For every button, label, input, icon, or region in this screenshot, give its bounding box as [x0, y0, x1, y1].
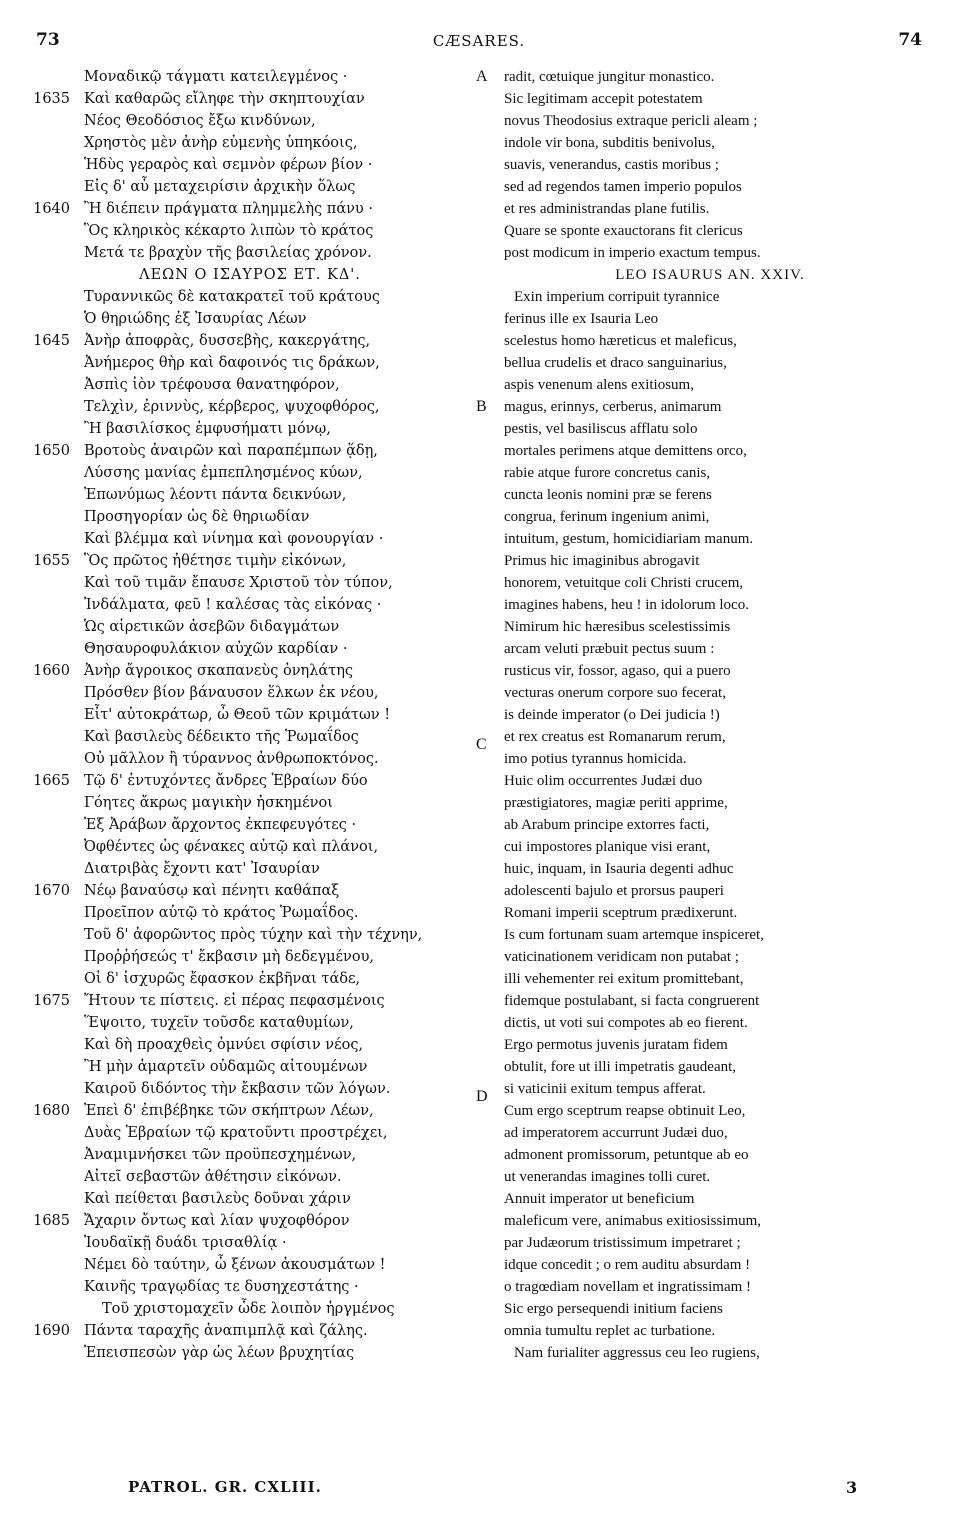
verse-number: 1690	[33, 1323, 70, 1339]
line-text: Ἐπεὶ δ' ἐπιβέβηκε τῶν σκήπτρων Λέων,	[84, 1103, 374, 1119]
greek-verse-line	[30, 1012, 470, 1034]
line-text: honorem, vetuitque coli Christi crucem,	[504, 575, 744, 591]
line-text: Ἀνὴρ ἀποφρὰς, δυσσεβὴς, κακεργάτης,	[84, 333, 371, 349]
greek-verse-line	[30, 968, 470, 990]
greek-verse-line	[30, 528, 470, 550]
line-text: Καὶ βασιλεὺς δέδεικτο τῆς Ῥωμαΐδος	[84, 729, 359, 745]
latin-verse-line	[490, 154, 930, 176]
greek-verse-line	[30, 1166, 470, 1188]
line-text: Καὶ πείθεται βασιλεὺς δοῦναι χάριν	[84, 1191, 351, 1207]
greek-verse-line	[30, 308, 470, 330]
line-text: Οἱ δ' ἰσχυρῶς ἔφασκον ἐκβῆναι τάδε,	[84, 971, 361, 987]
line-text: cuncta leonis nomini præ se ferens	[504, 487, 712, 503]
greek-verse-line	[30, 1342, 470, 1364]
line-text: magus, erinnys, cerberus, animarum	[504, 399, 722, 415]
line-text: præstigiatores, magiæ periti apprime,	[504, 795, 728, 811]
verse-number: 1675	[33, 993, 70, 1009]
greek-verse-line	[30, 88, 470, 110]
latin-verse-line	[490, 946, 930, 968]
page-header	[0, 30, 958, 60]
line-text: mortales perimens atque demittens orco,	[504, 443, 747, 459]
latin-verse-line	[490, 1298, 930, 1320]
latin-verse-line	[490, 902, 930, 924]
margin-letter: D	[476, 1088, 488, 1105]
line-text: Ἐπεισπεσὼν γὰρ ὡς λέων βρυχητίας	[84, 1345, 355, 1361]
greek-verse-line	[30, 66, 470, 88]
line-text: Τελχὶν, ἐριννὺς, κέρβερος, ψυχοφθόρος,	[84, 399, 380, 415]
line-text: Ἢ μὴν ἁμαρτεῖν οὐδαμῶς αἰτουμένων	[84, 1059, 368, 1075]
latin-verse-line	[476, 66, 930, 88]
line-text: Γόητες ἄκρως μαγικὴν ἠσκημένοι	[84, 795, 333, 811]
greek-verse-line	[30, 440, 470, 462]
greek-verse-line	[30, 1254, 470, 1276]
latin-verse-line	[490, 836, 930, 858]
line-text: radit, cœtuique jungitur monastico.	[504, 69, 715, 85]
line-text: Εἶτ' αὐτοκράτωρ, ὦ Θεοῦ τῶν κριμάτων !	[84, 707, 391, 723]
latin-verse-line	[490, 1342, 930, 1364]
latin-verse-line	[490, 506, 930, 528]
line-text: LEO ISAURUS AN. XXIV.	[615, 267, 805, 283]
greek-verse-line	[30, 1034, 470, 1056]
latin-verse-line	[490, 1034, 930, 1056]
line-text: Προεῖπον αὐτῷ τὸ κράτος Ῥωμαΐδος.	[84, 905, 359, 921]
line-text: cui impostores planique visi erant,	[504, 839, 711, 855]
line-text: novus Theodosius extraque pericli aleam ;	[504, 113, 758, 129]
line-text: Εἰς δ' αὖ μεταχειρίσιν ἀρχικὴν ὅλως	[84, 179, 356, 195]
latin-verse-line	[490, 704, 930, 726]
latin-verse-line	[490, 616, 930, 638]
line-text: Quare se sponte exauctorans fit clericus	[504, 223, 743, 239]
latin-verse-line	[490, 440, 930, 462]
verse-number: 1685	[33, 1213, 70, 1229]
verse-number: 1635	[33, 91, 70, 107]
line-text: Ἀναμιμνήσκει τῶν προϋπεσχημένων,	[84, 1147, 357, 1163]
latin-verse-line	[490, 484, 930, 506]
line-text: aspis venenum alens exitiosum,	[504, 377, 694, 393]
latin-verse-line	[490, 1100, 930, 1122]
line-text: Romani imperii sceptrum prædixerunt.	[504, 905, 738, 921]
verse-number: 1640	[33, 201, 70, 217]
line-text: scelestus homo hæreticus et maleficus,	[504, 333, 737, 349]
line-text: vaticinationem veridicam non putabat ;	[504, 949, 739, 965]
greek-verse-line	[30, 880, 470, 902]
greek-verse-line	[30, 1056, 470, 1078]
line-text: Ἕψοιτο, τυχεῖν τοῦσδε καταθυμίων,	[84, 1015, 354, 1031]
latin-verse-line	[476, 1078, 930, 1105]
greek-column	[30, 66, 470, 1364]
line-text: si vaticinii exitum tempus afferat.	[504, 1081, 706, 1097]
greek-verse-line	[30, 374, 470, 396]
latin-verse-line	[490, 550, 930, 572]
greek-verse-line	[30, 902, 470, 924]
line-text: Sic legitimam accepit potestatem	[504, 91, 703, 107]
greek-verse-line	[30, 220, 470, 242]
line-text: maleficum vere, animabus exitiosissimum,	[504, 1213, 762, 1229]
latin-verse-line	[490, 176, 930, 198]
line-text: ferinus ille ex Isauria Leo	[504, 311, 659, 327]
greek-verse-line	[30, 1298, 470, 1320]
latin-verse-line	[490, 1122, 930, 1144]
line-text: Τοῦ δ' ἀφορῶντος πρὸς τύχην καὶ τὴν τέχνην,	[84, 927, 423, 943]
latin-verse-line	[490, 682, 930, 704]
latin-verse-line	[490, 198, 930, 220]
line-text: Οὐ μᾶλλον ἢ τύραννος ἀνθρωποκτόνος.	[84, 751, 379, 767]
line-text: Cum ergo sceptrum reapse obtinuit Leo,	[504, 1103, 746, 1119]
greek-verse-line	[30, 110, 470, 132]
line-text: par Judæorum tristissimum impetraret ;	[504, 1235, 741, 1251]
line-text: Διατριβὰς ἔχοντι κατ' Ἰσαυρίαν	[84, 861, 320, 877]
line-text: admonent promissorum, petuntque ab eo	[504, 1147, 749, 1163]
latin-verse-line	[490, 330, 930, 352]
line-text: ΛΕΩΝ Ο ΙΣΑΥΡΟΣ ΕΤ. ΚΔ'.	[139, 267, 361, 283]
line-text: omnia tumultu replet ac turbatione.	[504, 1323, 716, 1339]
greek-verse-line	[30, 638, 470, 660]
line-text: Προῤῥήσεώς τ' ἔκβασιν μὴ δεδεγμένου,	[84, 949, 375, 965]
line-text: Ἰουδαϊκῇ δυάδι τρισαθλίᾳ ·	[84, 1235, 287, 1251]
line-text: intuitum, gestum, homicidiariam manum.	[504, 531, 754, 547]
line-text: bellua crudelis et draco sanguinarius,	[504, 355, 727, 371]
line-text: Nam furialiter aggressus ceu leo rugiens,	[514, 1345, 760, 1361]
greek-verse-line	[30, 462, 470, 484]
line-text: et res administrandas plane futilis.	[504, 201, 710, 217]
line-text: pestis, vel basiliscus afflatu solo	[504, 421, 698, 437]
line-text: Χρηστὸς μὲν ἀνὴρ εὐμενὴς ὑπηκόοις,	[84, 135, 358, 151]
line-text: suavis, venerandus, castis moribus ;	[504, 157, 719, 173]
line-text: Nimirum hic hæresibus scelestissimis	[504, 619, 731, 635]
latin-section-heading	[490, 264, 930, 286]
line-text: Ἀσπὶς ἰὸν τρέφουσα θανατηφόρον,	[84, 377, 340, 393]
verse-number: 1680	[33, 1103, 70, 1119]
line-text: adolescenti bajulo et prorsus pauperi	[504, 883, 724, 899]
line-text: Νέῳ βαναύσῳ καὶ πένητι καθάπαξ	[84, 883, 340, 899]
latin-verse-line	[490, 1232, 930, 1254]
line-text: Ἤτουν τε πίστεις. εἰ πέρας πεφασμένοις	[84, 993, 385, 1009]
line-text: Προσηγορίαν ὡς δὲ θηριωδίαν	[84, 509, 310, 525]
greek-verse-line	[30, 396, 470, 418]
latin-verse-line	[490, 462, 930, 484]
greek-verse-line	[30, 682, 470, 704]
latin-verse-line	[490, 286, 930, 308]
greek-verse-line	[30, 1232, 470, 1254]
line-text: Ὀφθέντες ὡς φένακες αὐτῷ καὶ πλάνοι,	[84, 839, 379, 855]
latin-verse-line	[490, 1144, 930, 1166]
line-text: Ἐξ Ἀράβων ἄρχοντος ἐκπεφευγότες ·	[84, 817, 357, 833]
latin-verse-line	[490, 990, 930, 1012]
latin-verse-line	[490, 638, 930, 660]
greek-verse-line	[30, 990, 470, 1012]
line-text: ut venerandas imagines tolli curet.	[504, 1169, 711, 1185]
line-text: Καὶ καθαρῶς εἴληφε τὴν σκηπτουχίαν	[84, 91, 365, 107]
latin-verse-line	[490, 88, 930, 110]
latin-verse-line	[490, 594, 930, 616]
line-text: vecturas onerum corpore suo fecerat,	[504, 685, 726, 701]
line-text: o tragœdiam novellam et ingratissimam !	[504, 1279, 752, 1295]
latin-column	[476, 66, 930, 1364]
greek-verse-line	[30, 704, 470, 726]
verse-number: 1645	[33, 333, 70, 349]
greek-verse-line	[30, 858, 470, 880]
line-text: Ὃς κληρικὸς κέκαρτο λιπὼν τὸ κράτος	[84, 223, 374, 239]
line-text: Τοῦ χριστομαχεῖν ὧδε λοιπὸν ἠργμένος	[102, 1301, 395, 1317]
latin-verse-line	[490, 770, 930, 792]
greek-verse-line	[30, 1188, 470, 1210]
line-text: Is cum fortunam suam artemque inspiceret,	[504, 927, 764, 943]
line-text: post modicum in imperio exactum tempus.	[504, 245, 761, 261]
latin-verse-line	[490, 924, 930, 946]
latin-verse-line	[490, 858, 930, 880]
greek-verse-line	[30, 1122, 470, 1144]
line-text: Primus hic imaginibus abrogavit	[504, 553, 700, 569]
greek-verse-line	[30, 814, 470, 836]
latin-verse-line	[490, 572, 930, 594]
greek-verse-line	[30, 924, 470, 946]
greek-verse-line	[30, 770, 470, 792]
line-text: arcam veluti præbuit pectus suum :	[504, 641, 715, 657]
line-text: Νέμει δὸ ταύτην, ὦ ξένων ἀκουσμάτων !	[84, 1257, 386, 1273]
greek-verse-line	[30, 748, 470, 770]
verse-number: 1650	[33, 443, 70, 459]
line-text: Πρόσθεν βίον βάναυσον ἕλκων ἐκ νέου,	[84, 685, 379, 701]
latin-verse-line	[490, 660, 930, 682]
greek-verse-line	[30, 1144, 470, 1166]
line-text: sed ad regendos tamen imperio populos	[504, 179, 742, 195]
line-text: obtulit, fore ut illi impetratis gaudeant,	[504, 1059, 737, 1075]
greek-verse-line	[30, 1320, 470, 1342]
verse-number: 1660	[33, 663, 70, 679]
line-text: Ergo permotus juvenis juratam fidem	[504, 1037, 728, 1053]
verse-number: 1655	[33, 553, 70, 569]
line-text: dictis, ut voti sui compotes ab eo fierent.	[504, 1015, 748, 1031]
line-text: Ὡς αἱρετικῶν ἀσεβῶν διδαγμάτων	[84, 619, 340, 635]
greek-verse-line	[30, 946, 470, 968]
line-text: Ὁ θηριώδης ἐξ Ἰσαυρίας Λέων	[84, 311, 307, 327]
greek-verse-line	[30, 1210, 470, 1232]
line-text: Καὶ τοῦ τιμᾶν ἔπαυσε Χριστοῦ τὸν τύπον,	[84, 575, 393, 591]
line-text: Θησαυροφυλάκιον αὐχῶν καρδίαν ·	[84, 641, 348, 657]
latin-verse-line	[490, 1210, 930, 1232]
margin-letter: B	[476, 398, 487, 415]
latin-verse-line	[490, 1012, 930, 1034]
margin-letter: C	[476, 736, 487, 753]
line-text: Πάντα ταραχῆς ἀναπιμπλᾷ καὶ ζάλης.	[84, 1323, 368, 1339]
greek-verse-line	[30, 594, 470, 616]
line-text: idque concedit ; o rem auditu absurdam !	[504, 1257, 751, 1273]
latin-verse-line	[490, 748, 930, 770]
line-text: indole vir bona, subditis benivolus,	[504, 135, 715, 151]
greek-verse-line	[30, 660, 470, 682]
line-text: Ἡδὺς γεραρὸς καὶ σεμνὸν φέρων βίον ·	[84, 157, 373, 173]
latin-verse-line	[490, 792, 930, 814]
latin-verse-line	[490, 374, 930, 396]
line-text: Ἢ διέπειν πράγματα πλημμελὴς πάνυ ·	[84, 201, 373, 217]
footer-sheet-number: 3	[846, 1478, 858, 1497]
line-text: Μοναδικῷ τάγματι κατειλεγμένος ·	[84, 69, 348, 85]
latin-verse-line	[490, 110, 930, 132]
latin-verse-line	[490, 242, 930, 264]
latin-verse-line	[490, 1320, 930, 1342]
line-text: ad imperatorem accurrunt Judæi duo,	[504, 1125, 728, 1141]
greek-verse-line	[30, 506, 470, 528]
line-text: Sic ergo persequendi initium faciens	[504, 1301, 723, 1317]
line-text: Ὃς πρῶτος ἠθέτησε τιμὴν εἰκόνων,	[84, 553, 347, 569]
greek-verse-line	[30, 1100, 470, 1122]
line-text: Καὶ δὴ προαχθεὶς ὀμνύει σφίσιν νέος,	[84, 1037, 364, 1053]
line-text: fidemque postulabant, si facta congruerent	[504, 993, 760, 1009]
greek-verse-line	[30, 176, 470, 198]
latin-verse-line	[490, 1276, 930, 1298]
latin-verse-line	[490, 814, 930, 836]
footer-signature: PATROL. GR. CXLIII.	[128, 1478, 322, 1496]
latin-verse-line	[490, 1056, 930, 1078]
line-text: imagines habens, heu ! in idolorum loco.	[504, 597, 749, 613]
greek-verse-line	[30, 572, 470, 594]
latin-verse-line	[490, 968, 930, 990]
line-text: Δυὰς Ἑβραίων τῷ κρατοῦντι προστρέχει,	[84, 1125, 388, 1141]
line-text: Ἐπωνύμως λέοντι πάντα δεικνύων,	[84, 487, 347, 503]
line-text: rabie atque furore concretus canis,	[504, 465, 711, 481]
greek-verse-line	[30, 242, 470, 264]
greek-verse-line	[30, 1078, 470, 1100]
line-text: Τυραννικῶς δὲ κατακρατεῖ τοῦ κράτους	[84, 289, 380, 305]
margin-letter: A	[476, 68, 488, 85]
greek-verse-line	[30, 792, 470, 814]
latin-verse-line	[490, 1166, 930, 1188]
line-text: huic, inquam, in Isauria degenti adhuc	[504, 861, 734, 877]
line-text: Καιροῦ διδόντος τὴν ἔκβασιν τῶν λόγων.	[84, 1081, 391, 1097]
latin-verse-line	[490, 1254, 930, 1276]
latin-verse-line	[490, 352, 930, 374]
line-text: Ἰνδάλματα, φεῦ ! καλέσας τὰς εἰκόνας ·	[84, 597, 382, 613]
latin-verse-line	[490, 528, 930, 550]
greek-verse-line	[30, 330, 470, 352]
greek-verse-line	[30, 726, 470, 748]
line-text: Ἄχαριν ὄντως καὶ λίαν ψυχοφθόρον	[84, 1213, 350, 1229]
greek-verse-line	[30, 418, 470, 440]
greek-verse-line	[30, 132, 470, 154]
page-number-right: 74	[898, 30, 922, 50]
line-text: Καὶ βλέμμα καὶ νίνημα καὶ φονουργίαν ·	[84, 531, 384, 547]
line-text: Ἢ βασιλίσκος ἐμφυσήματι μόνῳ,	[84, 421, 331, 437]
greek-verse-line	[30, 198, 470, 220]
running-title: CÆSARES.	[432, 32, 526, 50]
greek-verse-line	[30, 550, 470, 572]
latin-verse-line	[490, 132, 930, 154]
line-text: Βροτοὺς ἀναιρῶν καὶ παραπέμπων ᾅδῃ,	[84, 443, 378, 459]
line-text: illi vehementer rei exitum promittebant,	[504, 971, 744, 987]
line-text: Annuit imperator ut beneficium	[504, 1191, 695, 1207]
greek-verse-line	[30, 616, 470, 638]
line-text: Λύσσης μανίας ἐμπεπλησμένος κύων,	[84, 465, 363, 481]
page-number-left: 73	[36, 30, 60, 50]
latin-verse-line	[490, 1188, 930, 1210]
line-text: et rex creatus est Romanarum rerum,	[504, 729, 726, 745]
line-text: ab Arabum principe extorres facti,	[504, 817, 710, 833]
greek-verse-line	[30, 836, 470, 858]
greek-verse-line	[30, 484, 470, 506]
verse-number: 1670	[33, 883, 70, 899]
verse-number: 1665	[33, 773, 70, 789]
greek-verse-line	[30, 154, 470, 176]
latin-verse-line	[490, 308, 930, 330]
line-text: rusticus vir, fossor, agaso, qui a puero	[504, 663, 731, 679]
line-text: Νέος Θεοδόσιος ἔξω κινδύνων,	[84, 113, 316, 129]
line-text: Exin imperium corripuit tyrannice	[514, 289, 720, 305]
line-text: Τῷ δ' ἐντυχόντες ἄνδρες Ἑβραίων δύο	[84, 773, 368, 789]
line-text: Ἀνὴρ ἄγροικος σκαπανεὺς ὀνηλάτης	[84, 663, 354, 679]
greek-verse-line	[30, 286, 470, 308]
latin-verse-line	[490, 418, 930, 440]
latin-verse-line	[490, 220, 930, 242]
greek-section-heading	[30, 264, 470, 286]
latin-verse-line	[476, 726, 930, 753]
line-text: Αἰτεῖ σεβαστῶν ἀθέτησιν εἰκόνων.	[84, 1169, 342, 1185]
line-text: Ἀνήμερος θὴρ καὶ δαφοινός τις δράκων,	[84, 355, 380, 371]
line-text: Huic olim occurrentes Judæi duo	[504, 773, 703, 789]
line-text: is deinde imperator (o Dei judicia !)	[504, 707, 720, 723]
line-text: congrua, ferinum ingenium animi,	[504, 509, 710, 525]
latin-verse-line	[476, 396, 930, 418]
line-text: Μετά τε βραχὺν τῆς βασιλείας χρόνον.	[84, 245, 372, 261]
latin-verse-line	[490, 880, 930, 902]
line-text: Καινῆς τραγῳδίας τε δυσηχεστάτης ·	[84, 1279, 359, 1295]
line-text: imo potius tyrannus homicida.	[504, 751, 687, 767]
greek-verse-line	[30, 1276, 470, 1298]
greek-verse-line	[30, 352, 470, 374]
